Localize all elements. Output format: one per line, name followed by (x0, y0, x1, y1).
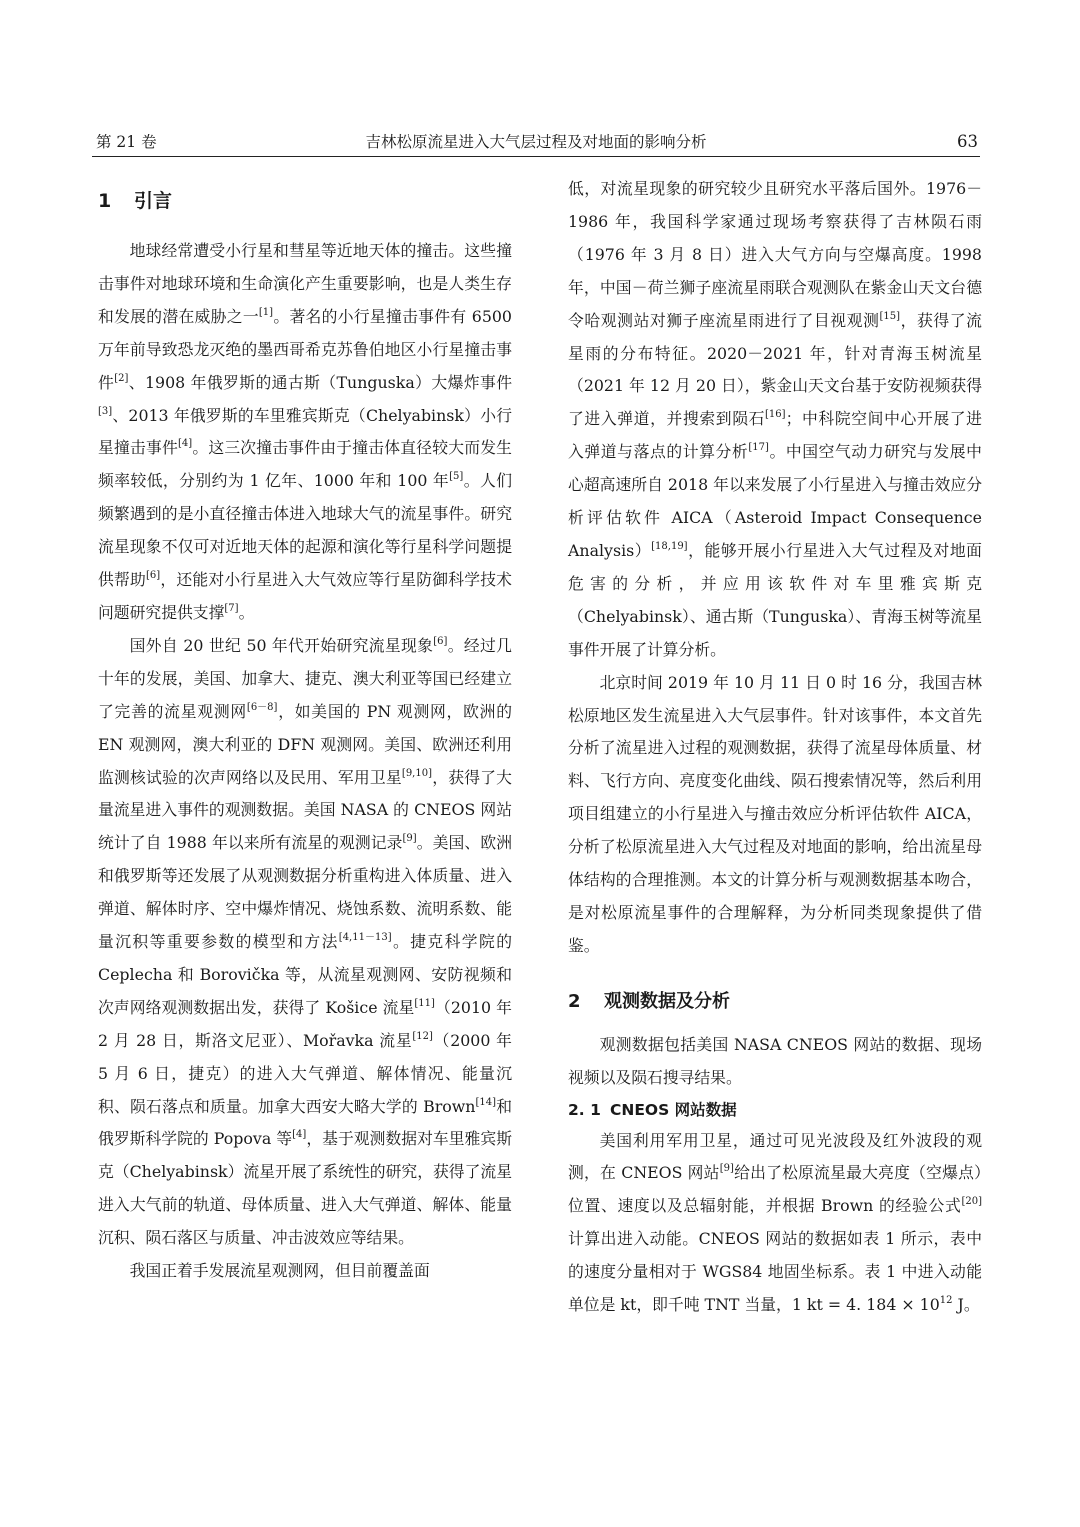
citation[interactable]: [4,11－13] (338, 932, 392, 944)
citation[interactable]: [6] (433, 635, 448, 647)
left-column (98, 173, 512, 1288)
text-run: 。经过几十年的发展，美国、加拿大、捷克、澳大利亚等国已经建立了完善的流星观测网 (98, 635, 512, 721)
text-run: ，基于观测数据对车里雅宾斯克（Chelyabinsk）流星开展了系统性的研究，获得了流星进入大气前的轨道、母体质量、进入大气弹道、解体、能量沉积、陨石落区与质量、冲击波效应等结果。 (98, 1129, 512, 1248)
citation[interactable]: [15] (879, 310, 901, 322)
text-run: 。美国、欧洲和俄罗斯等还发展了从观测数据分析重构进入体质量、进入弹道、解体时序、空中爆炸情况、烧蚀系数、流明系数、能量沉积等重要参数的模型和方法 (98, 833, 512, 952)
citation[interactable]: [9] (719, 1163, 734, 1175)
text-run: （2010 年 2 月 28 日，斯洛文尼亚）、Mořavka 流星 (98, 997, 512, 1050)
text-run: 。著名的小行星撞击事件有 6500 万年前导致恐龙灭绝的墨西哥希克苏鲁伯地区小行星撞击事件 (98, 306, 512, 392)
citation[interactable]: [4] (292, 1129, 307, 1141)
text-run: 北京时间 2019 年 10 月 11 日 0 时 16 分，我国吉林松原地区发生流星进入大气层事件。针对该事件，本文首先分析了流星进入过程的观测数据，获得了流星母体质量、材料、飞行方向、亮度变化曲线、陨石搜索情况等，然后利用项目组建立的小行星进入与撞击效应分析评估软件 AICA，分析了松原流星进入大气过程及对地面的影响，给出流星母体结构的合理推测。本文的计算分析与观测数据基本吻合，是对松原流星事件的合理解释，为分析同类现象提供了借鉴。 (568, 672, 982, 955)
section-2-heading (568, 983, 982, 1029)
text-run: 、1908 年俄罗斯的通古斯（Tunguska）大爆炸事件 (128, 372, 512, 392)
running-header (92, 128, 980, 157)
text-run: ，能够开展小行星进入大气过程及对地面危害的分析，并应用该软件对车里雅宾斯克（Chelyabinsk）、通古斯（Tunguska）、青海玉树等流星事件开展了计算分析。 (568, 540, 982, 659)
text-run: 国外自 20 世纪 50 年代开始研究流星现象 (129, 635, 434, 655)
section-title: 引言 (134, 190, 173, 212)
section-number: 1 (98, 190, 112, 212)
citation[interactable]: [5] (449, 471, 464, 483)
page-number: 63 (957, 132, 978, 151)
text-run: 低，对流星现象的研究较少且研究水平落后国外。1976－1986 年，我国科学家通过现场考察获得了吉林陨石雨（1976 年 3 月 8 日）进入大气方向与空爆高度。1998 年，中国－荷兰狮子座流星雨联合观测队在紫金山天文台德令哈观测站对狮子座流星雨进行了目视观测 (568, 179, 982, 330)
citation[interactable]: [1] (258, 306, 274, 318)
citation[interactable]: [20] (961, 1196, 982, 1208)
citation[interactable]: [9,10] (401, 767, 432, 779)
section-2-paragraph-1 (568, 1029, 982, 1095)
text-run: 地球经常遭受小行星和彗星等近地天体的撞击。这些撞击事件对地球环境和生命演化产生重要影响，也是人类生存和发展的潜在威胁之一 (98, 241, 512, 326)
text-run: 给出了松原流星最大亮度（空爆点）位置、速度以及总辐射能，并根据 Brown 的经验公式 (568, 1163, 982, 1216)
text-run: 美国利用军用卫星，通过可见光波段及红外波段的观测，在 CNEOS 网站 (568, 1130, 982, 1183)
citation[interactable]: [18,19] (651, 540, 688, 552)
text-run: ，如美国的 PN 观测网，欧洲的 EN 观测网，澳大利亚的 DFN 观测网。美国、欧洲还利用监测核试验的次声网络以及民用、军用卫星 (98, 701, 512, 787)
citation[interactable]: [4] (177, 438, 193, 450)
text-run: 。中国空气动力研究与发展中心超高速所自 2018 年以来发展了小行星进入与撞击效应分析评估软件 AICA（Asteroid Impact Consequence Analysis） (568, 442, 982, 560)
citation[interactable]: [3] (98, 405, 113, 417)
text-run: 观测数据包括美国 NASA CNEOS 网站的数据、现场视频以及陨石搜寻结果。 (568, 1034, 982, 1087)
text-run: ，还能对小行星进入大气效应等行星防御科学技术问题研究提供支撑 (98, 570, 512, 622)
citation[interactable]: [9] (402, 833, 417, 845)
citation[interactable]: [2] (114, 372, 129, 384)
intro-paragraph-2 (98, 630, 512, 1255)
text-run: 。这三次撞击事件由于撞击体直径较大而发生频率较低，分别约为 1 亿年、1000 年和 100 年 (98, 438, 512, 491)
exponent: 12 (939, 1295, 953, 1307)
subsection-title: CNEOS 网站数据 (610, 1100, 737, 1119)
subsection-number: 2. 1 (568, 1100, 601, 1119)
citation[interactable]: [11] (414, 997, 435, 1009)
section-1-heading (98, 179, 512, 235)
citation[interactable]: [6] (145, 570, 161, 582)
text-run: 我国正着手发展流星观测网，但目前覆盖面 (129, 1261, 430, 1281)
text-run: 和俄罗斯科学院的 Popova 等 (98, 1096, 512, 1149)
running-title: 吉林松原流星进入大气层过程及对地面的影响分析 (365, 133, 707, 151)
intro-paragraph-3-start (98, 1255, 512, 1288)
citation[interactable]: [12] (412, 1030, 433, 1042)
citation[interactable]: [16] (765, 409, 786, 421)
text-run: 计算出进入动能。CNEOS 网站的数据如表 1 所示，表中的速度分量相对于 WGS84 地固坐标系。表 1 中进入动能单位是 kt，即千吨 TNT 当量，1 kt = 4. 184 × 10 (568, 1229, 982, 1315)
citation[interactable]: [14] (475, 1096, 496, 1108)
citation[interactable]: [6－8] (246, 701, 278, 713)
section-number: 2 (568, 990, 581, 1012)
citation[interactable]: [7] (224, 602, 239, 614)
text-run: ，获得了大量流星进入事件的观测数据。美国 NASA 的 CNEOS 网站统计了自 1988 年以来所有流星的观测记录 (98, 767, 512, 853)
text-run: J。 (952, 1295, 980, 1315)
intro-paragraph-3-continued (568, 173, 982, 667)
text-run: ；中科院空间中心开展了进入弹道与落点的计算分析 (568, 409, 982, 462)
text-run: ，获得了流星雨的分布特征。2020－2021 年，针对青海玉树流星（2021 年 12 月 20 日），紫金山天文台基于安防视频获得了进入弹道，并搜索到陨石 (568, 310, 982, 429)
text-run: （2000 年 5 月 6 日，捷克）的进入大气弹道、解体情况、能量沉积、陨石落点和质量。加拿大西安大略大学的 Brown (98, 1030, 512, 1116)
text-run: 、2013 年俄罗斯的车里雅宾斯克（Chelyabinsk）小行星撞击事件 (98, 405, 512, 458)
text-run: 。捷克科学院的 Ceplecha 和 Borovička 等，从流星观测网、安防视频和次声网络观测数据出发，获得了 Košice 流星 (98, 932, 512, 1017)
text-run: 。人们频繁遇到的是小直径撞击体进入地球大气的流星事件。研究流星现象不仅可对近地天体的起源和演化等行星科学问题提供帮助 (98, 471, 512, 590)
subsection-2-1-heading (568, 1095, 982, 1125)
text-run: 。 (238, 602, 255, 622)
volume-label: 第 21 卷 (96, 133, 157, 151)
intro-paragraph-4 (568, 667, 982, 963)
intro-paragraph-1 (98, 235, 512, 630)
section-2-paragraph-2 (568, 1125, 982, 1322)
right-column (568, 173, 982, 1322)
citation[interactable]: [17] (748, 442, 769, 454)
section-title: 观测数据及分析 (604, 990, 730, 1012)
